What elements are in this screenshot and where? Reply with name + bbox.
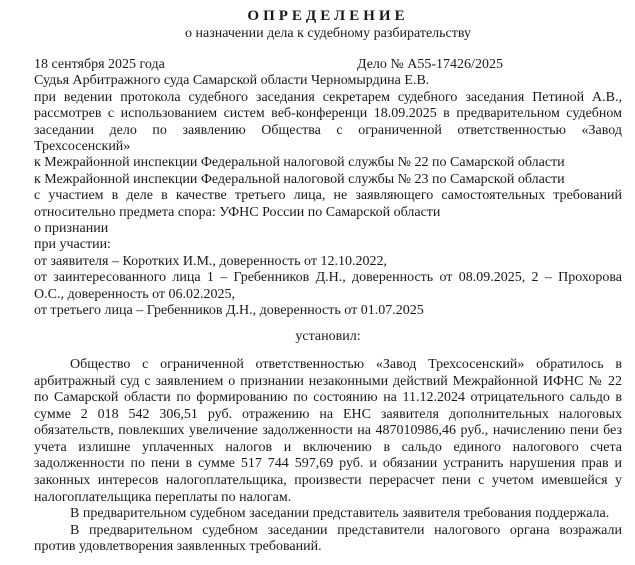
text-line: заседании дело по заявлению Общества с ограниченной ответственностью «Завод xyxy=(34,122,622,138)
paragraph-line: В предварительном судебном заседании представители налогового органа возражали xyxy=(70,522,622,538)
judge-line: Судья Арбитражного суда Самарской области Черномырдина Е.В. xyxy=(34,73,430,89)
paragraph-line: против удовлетворения заявленных требований. xyxy=(34,539,322,555)
secretary-line: при ведении протокола судебного заседания секретарем судебного заседания Петиной А.В., xyxy=(34,89,622,105)
third-party-line: с участием в деле в качестве третьего лица, не заявляющего самостоятельных требований xyxy=(34,188,622,204)
document-date: 18 сентября 2025 года xyxy=(34,57,165,72)
document-page xyxy=(34,0,622,556)
participant-line: от заинтересованного лица 1 – Гребенников Д.Н., доверенность от 08.09.2025, 2 – Прохорова xyxy=(34,270,622,286)
date-line xyxy=(34,57,622,73)
paragraph-line: налогоплательщика переплаты по налогам. xyxy=(34,489,292,505)
paragraph-line: учета излишне уплаченных налогов и включению в сальдо единого налогового счета xyxy=(34,439,622,455)
paragraph-line: законных интересов налогоплательщика, произвести перерасчет пени с учетом имевшейся у xyxy=(34,473,622,489)
paragraph-line: обязательств, повлекших увеличение задолженности на 487010986,46 руб., начислению пени без xyxy=(34,423,622,439)
participant-line: от заявителя – Коротких И.М., доверенность от 12.10.2022, xyxy=(34,253,387,269)
participant-line: О.С., доверенность от 06.02.2025, xyxy=(34,286,236,302)
text-line: при участии: xyxy=(34,237,111,253)
paragraph-line: Общество с ограниченной ответственностью «Завод Трехсосенский» обратилось в xyxy=(70,356,622,372)
participant-line: от третьего лица – Гребенников Д.Н., доверенность от 01.07.2025 xyxy=(34,303,424,319)
paragraph-line: задолженности по пени в сумме 517 744 597,69 руб. и обязании устранить нарушения прав и xyxy=(34,456,622,472)
text-line: о признании xyxy=(34,221,109,237)
respondent-line: к Межрайонной инспекции Федеральной налоговой службы № 23 по Самарской области xyxy=(34,171,565,187)
text-line: рассмотрев с использованием систем веб-конференци 18.09.2025 в предварительном судебном xyxy=(34,106,622,122)
paragraph-line: по Самарской области по формированию по состоянию на 11.12.2024 отрицательного сальдо в xyxy=(34,390,622,406)
document-title: ОПРЕДЕЛЕНИЕ xyxy=(247,8,409,24)
established-heading: установил: xyxy=(295,328,361,344)
text-line: Трехсосенский» xyxy=(34,139,131,155)
respondent-line: к Межрайонной инспекции Федеральной налоговой службы № 22 по Самарской области xyxy=(34,155,565,171)
intro-section xyxy=(34,57,622,320)
paragraph-line: сумме 2 018 542 306,51 руб. отражению на ЕНС заявителя дополнительных налоговых xyxy=(34,406,622,422)
text-line: относительно предмета спора: УФНС России по Самарской области xyxy=(34,204,441,220)
document-subtitle: о назначении дела к судебному разбирательству xyxy=(184,26,472,41)
paragraph-line: арбитражный суд с заявлением о признании незаконными действий Межрайонной ИФНС № 22 xyxy=(34,373,622,389)
paragraph-line: В предварительном судебном заседании представитель заявителя требования поддержала. xyxy=(70,506,610,522)
body-section xyxy=(34,357,622,556)
case-number: Дело № А55-17426/2025 xyxy=(357,57,503,72)
